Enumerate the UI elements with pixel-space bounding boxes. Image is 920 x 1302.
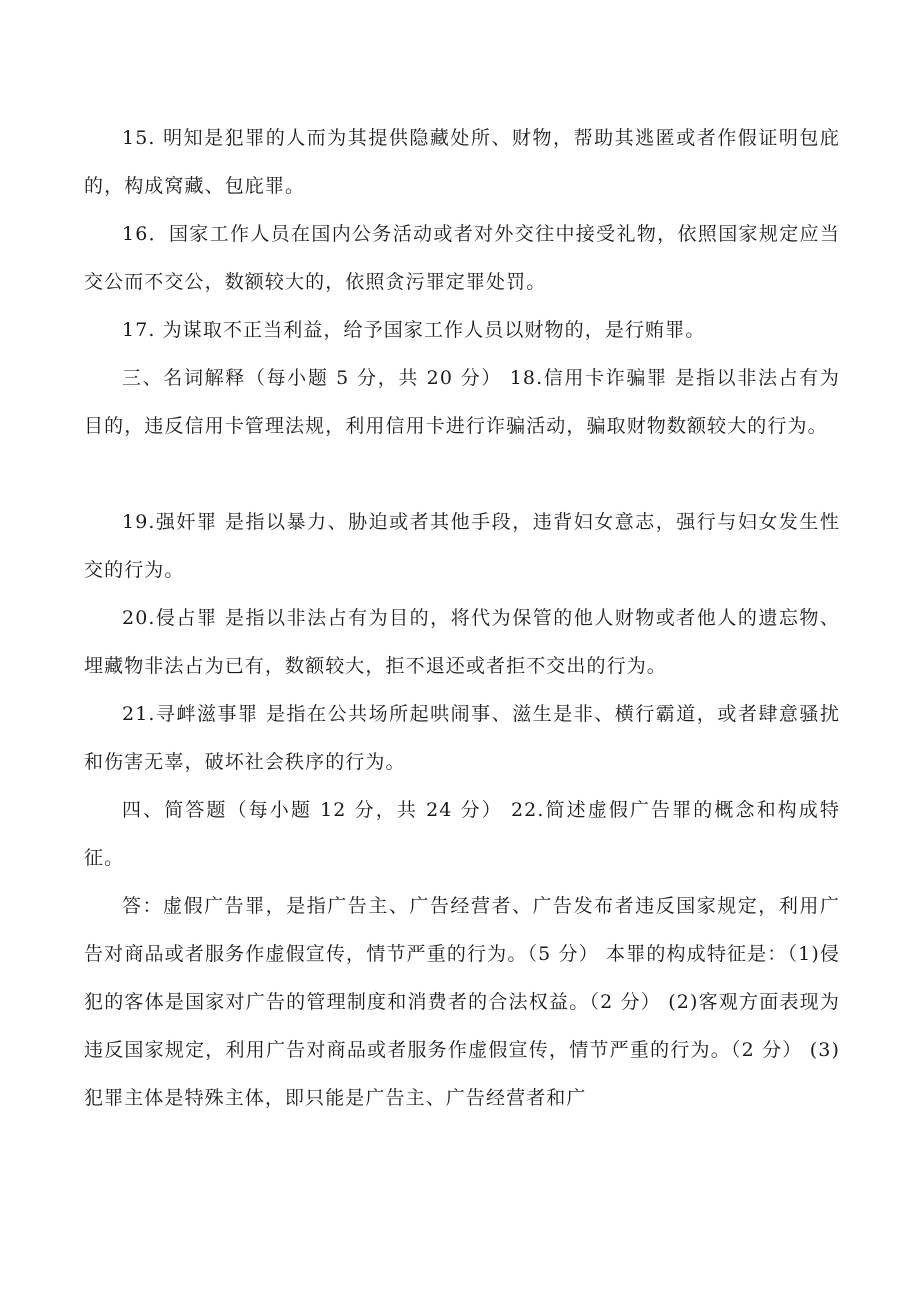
paragraph-item-16: 16．国家工作人员在国内公务活动或者对外交往中接受礼物，依照国家规定应当交公而不交公，数额较大的，依照贪污罪定罪处罚。 bbox=[84, 223, 840, 293]
section-4-heading-and-question-22: 四、简答题（每小题 12 分，共 24 分） 22.简述虚假广告罪的概念和构成特征。 bbox=[84, 799, 840, 869]
paragraph-term-20: 20.侵占罪 是指以非法占有为目的，将代为保管的他人财物或者他人的遗忘物、埋藏物非法占为已有，数额较大，拒不退还或者拒不交出的行为。 bbox=[84, 607, 840, 677]
section-3-heading-and-term-18: 三、名词解释（每小题 5 分，共 20 分） 18.信用卡诈骗罪 是指以非法占有为目的，违反信用卡管理法规，利用信用卡进行诈骗活动，骗取财物数额较大的行为。 bbox=[84, 367, 840, 437]
paragraph-term-21: 21.寻衅滋事罪 是指在公共场所起哄闹事、滋生是非、横行霸道，或者肆意骚扰和伤害无辜，破坏社会秩序的行为。 bbox=[84, 703, 840, 773]
paragraph-item-17: 17. 为谋取不正当利益，给予国家工作人员以财物的，是行贿罪。 bbox=[122, 319, 706, 341]
paragraph-term-19: 19.强奸罪 是指以暴力、胁迫或者其他手段，违背妇女意志，强行与妇女发生性交的行为。 bbox=[84, 511, 840, 581]
paragraph-item-15: 15. 明知是犯罪的人而为其提供隐藏处所、财物，帮助其逃匿或者作假证明包庇的，构成窝藏、包庇罪。 bbox=[84, 127, 840, 197]
answer-paragraph: 答：虚假广告罪，是指广告主、广告经营者、广告发布者违反国家规定，利用广告对商品或者服务作虚假宣传，情节严重的行为。（5 分） 本罪的构成特征是：（1)侵犯的客体是国家对广告的管理制度和消费者的合法权益。（2 分） (2)客观方面表现为违反国家规定，利用广告对商品或者服务作虚假宣传，情节严重的行为。（2 分） (3)犯罪主体是特殊主体，即只能是广告主、广告经营者和广 bbox=[84, 895, 840, 1109]
